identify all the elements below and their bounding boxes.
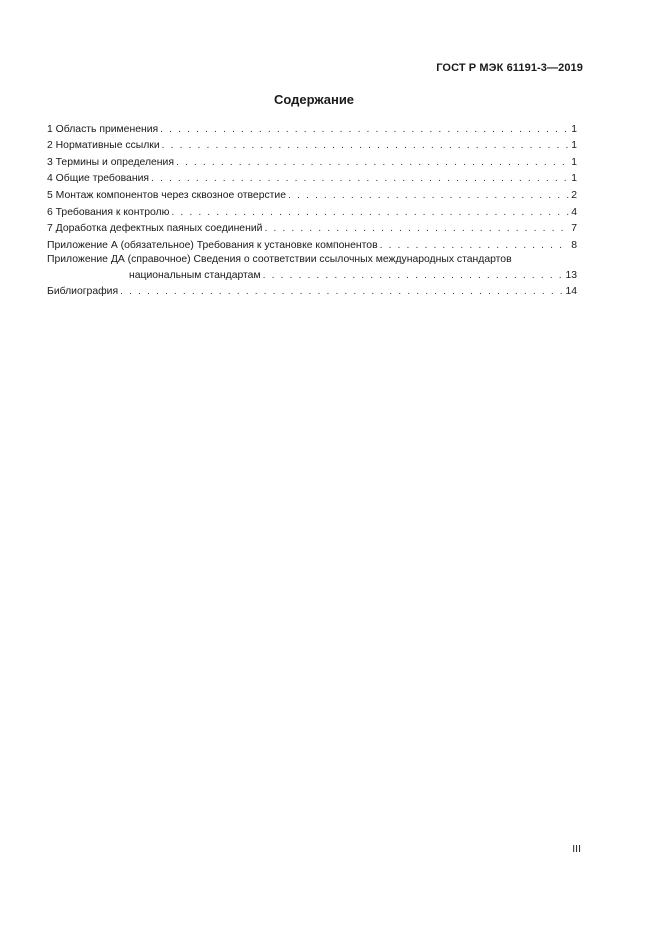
toc-entry-continuation [47,268,577,283]
toc-entry[interactable] [47,203,577,220]
toc-dot-leader [151,172,569,186]
toc-entry[interactable] [47,236,577,253]
toc-entry[interactable] [47,153,577,170]
toc-title: Содержание [273,92,355,107]
toc-dot-leader [160,123,569,137]
toc-entry-label: Библиография [47,286,119,298]
toc-entry-page: 4 [571,206,577,218]
toc-entry-page: 1 [571,123,577,135]
toc-entry-label: 7 Доработка дефектных паяных соединений [47,223,263,235]
toc-dot-leader [263,269,564,283]
toc-entry-label: 2 Нормативные ссылки [47,140,160,152]
toc-entry[interactable] [47,283,577,300]
toc-entry-page: 1 [571,156,577,168]
toc-dot-leader [264,222,569,236]
toc-dot-leader [380,239,570,253]
table-of-contents [47,120,577,299]
page-number: III [572,843,581,855]
toc-entry-page: 1 [571,173,577,185]
toc-entry-page: 2 [571,189,577,201]
toc-entry-label-line1: Приложение ДА (справочное) Сведения о соответствии ссылочных международных стандартов [47,253,512,265]
toc-entry[interactable] [47,186,577,203]
toc-entry[interactable] [47,220,577,237]
toc-entry[interactable] [47,253,577,283]
document-code: ГОСТ Р МЭК 61191-3—2019 [436,62,583,74]
toc-entry-label: 1 Область применения [47,123,159,135]
toc-entry[interactable] [47,137,577,154]
toc-dot-leader [176,156,569,170]
toc-entry-page: 13 [565,269,577,281]
toc-dot-leader [120,285,563,299]
toc-dot-leader [162,139,570,153]
toc-entry-label: Приложение А (обязательное) Требования к установке компонентов [47,239,378,251]
toc-entry-page: 7 [571,223,577,235]
toc-entry-page: 8 [571,239,577,251]
toc-dot-leader [171,206,569,220]
toc-entry-page: 14 [565,286,577,298]
toc-entry-label: 6 Требования к контролю [47,206,170,218]
toc-entry-label: 3 Термины и определения [47,156,174,168]
toc-entry-label-line2: национальным стандартам [129,269,261,281]
toc-entry[interactable] [47,170,577,187]
toc-entry[interactable] [47,120,577,137]
toc-dot-leader [288,189,569,203]
toc-entry-label: 5 Монтаж компонентов через сквозное отверстие [47,189,287,201]
toc-entry-page: 1 [571,140,577,152]
toc-entry-label: 4 Общие требования [47,173,149,185]
